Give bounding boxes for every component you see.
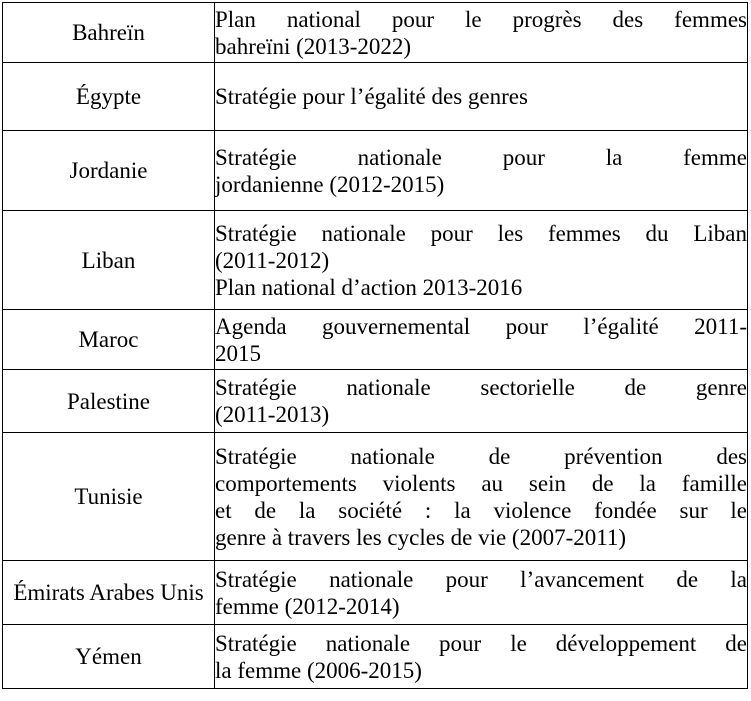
country-cell: Yémen	[3, 625, 215, 689]
strategy-line: Stratégie nationale pour le développement de	[215, 630, 747, 656]
strategy-cell	[215, 211, 748, 310]
country-cell: Maroc	[3, 310, 215, 370]
strategy-line: bahreïni (2013-2022)	[215, 33, 412, 59]
strategy-cell	[215, 131, 748, 211]
table-body	[3, 3, 748, 689]
table-row	[3, 3, 748, 63]
strategy-cell	[215, 63, 748, 131]
national-strategies-table	[2, 2, 748, 689]
table-row	[3, 370, 748, 433]
strategy-line: (2011-2012)	[215, 247, 330, 273]
table-row	[3, 625, 748, 689]
table-row	[3, 63, 748, 131]
table-row	[3, 131, 748, 211]
strategy-cell	[215, 3, 748, 63]
strategy-line: Plan national pour le progrès des femmes	[215, 6, 747, 32]
strategy-cell	[215, 310, 748, 370]
country-cell: Égypte	[3, 63, 215, 131]
strategy-line: la femme (2006-2015)	[215, 657, 422, 683]
strategy-line: comportements violents au sein de la famille	[215, 470, 747, 496]
strategy-cell	[215, 433, 748, 561]
table-row	[3, 433, 748, 561]
strategy-line: Stratégie nationale pour les femmes du Liban	[215, 220, 747, 246]
strategy-line: Stratégie nationale sectorielle de genre	[215, 375, 747, 400]
strategy-line: Stratégie nationale pour la femme	[215, 144, 747, 170]
strategy-cell	[215, 370, 748, 433]
country-cell: Liban	[3, 211, 215, 310]
strategy-line: Agenda gouvernemental pour l’égalité 2011-	[215, 313, 747, 339]
country-cell: Tunisie	[3, 433, 215, 561]
country-cell: Palestine	[3, 370, 215, 433]
strategy-line: Plan national d’action 2013-2016	[215, 274, 523, 300]
strategy-line: 2015	[215, 340, 261, 366]
country-cell: Bahreïn	[3, 3, 215, 63]
table-row	[3, 561, 748, 625]
strategy-line: jordanienne (2012-2015)	[215, 171, 445, 197]
strategy-line: (2011-2013)	[215, 402, 330, 427]
strategy-line: et de la société : la violence fondée sur le	[215, 497, 747, 523]
strategy-line: Stratégie nationale de prévention des	[215, 443, 747, 469]
table-row	[3, 310, 748, 370]
strategy-line: Stratégie pour l’égalité des genres	[215, 84, 528, 109]
strategy-line: Stratégie nationale pour l’avancement de la	[215, 566, 747, 592]
table-row	[3, 211, 748, 310]
strategy-line: genre à travers les cycles de vie (2007-2011)	[215, 524, 627, 550]
strategy-cell	[215, 625, 748, 689]
country-cell: Jordanie	[3, 131, 215, 211]
strategy-cell	[215, 561, 748, 625]
strategy-line: femme (2012-2014)	[215, 593, 400, 619]
country-cell: Émirats Arabes Unis	[3, 561, 215, 625]
